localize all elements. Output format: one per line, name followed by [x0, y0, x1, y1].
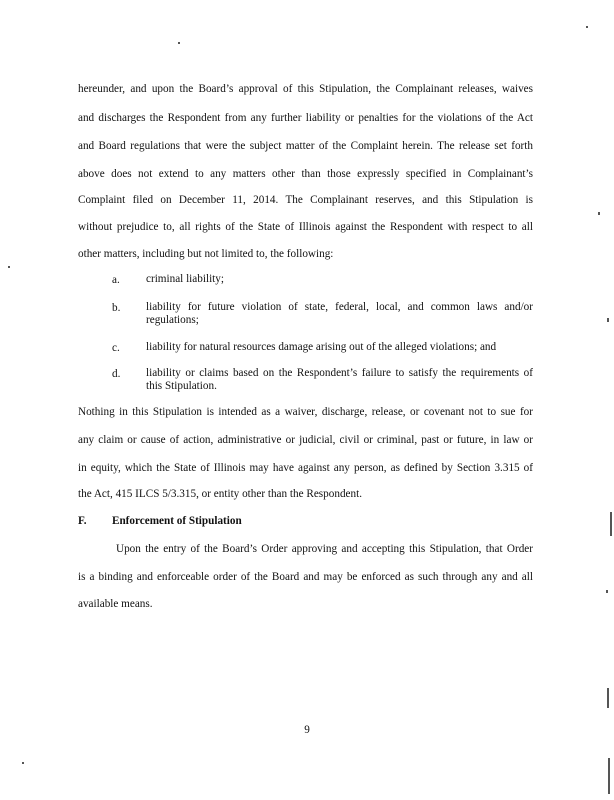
scan-speck [8, 266, 10, 268]
text-line: and discharges the Respondent from any further liability or penalties for the violations of the Act [78, 112, 533, 124]
list-item-line: this Stipulation. [146, 380, 217, 392]
scan-speck [606, 590, 608, 593]
list-item-line: liability for natural resources damage arising out of the alleged violations; and [146, 341, 497, 353]
text-line: and Board regulations that were the subject matter of the Complaint herein. The release set forth [78, 140, 533, 152]
list-item-line: criminal liability; [146, 273, 224, 285]
list-item-letter: d. [112, 368, 121, 380]
text-line: any claim or cause of action, administrative or judicial, civil or criminal, past or future, in law or [78, 434, 533, 446]
list-item-letter: a. [112, 274, 120, 286]
page-number: 9 [304, 724, 310, 736]
list-item [146, 341, 533, 354]
list-item-letter: b. [112, 302, 121, 314]
list-item-letter: c. [112, 342, 120, 354]
scan-speck [607, 688, 609, 708]
text-line: Nothing in this Stipulation is intended as a waiver, discharge, release, or covenant not to sue for [78, 406, 533, 418]
scan-speck [178, 42, 180, 44]
list-item [146, 301, 533, 327]
list-item-line: liability for future violation of state, federal, local, and common laws and/or [146, 301, 533, 313]
text-line: Complaint filed on December 11, 2014. The Complainant reserves, and this Stipulation is [78, 194, 533, 206]
scan-speck [610, 512, 612, 536]
list-item [146, 273, 533, 286]
text-line: the Act, 415 ILCS 5/3.315, or entity other than the Respondent. [78, 488, 362, 500]
scan-speck [22, 762, 24, 764]
text-line: Upon the entry of the Board’s Order approving and accepting this Stipulation, that Order [116, 543, 533, 555]
scan-speck [598, 212, 600, 215]
scan-speck [586, 26, 588, 28]
text-line: above does not extend to any matters other than those expressly specified in Complainant’s [78, 168, 533, 180]
text-line: hereunder, and upon the Board’s approval of this Stipulation, the Complainant releases, waives [78, 83, 533, 95]
scan-speck [607, 318, 609, 322]
list-item [146, 367, 533, 393]
section-heading: Enforcement of Stipulation [112, 515, 242, 527]
section-letter: F. [78, 515, 87, 527]
list-item-line: liability or claims based on the Respondent’s failure to satisfy the requirements of [146, 367, 533, 379]
scan-speck [608, 758, 610, 794]
text-line: in equity, which the State of Illinois may have against any person, as defined by Section 3.315 of [78, 462, 533, 474]
list-item-line: regulations; [146, 314, 199, 326]
text-line: without prejudice to, all rights of the State of Illinois against the Respondent with respect to all [78, 221, 533, 233]
text-line: other matters, including but not limited to, the following: [78, 248, 334, 260]
text-line: available means. [78, 598, 153, 610]
text-line: is a binding and enforceable order of the Board and may be enforced as such through any and all [78, 571, 533, 583]
